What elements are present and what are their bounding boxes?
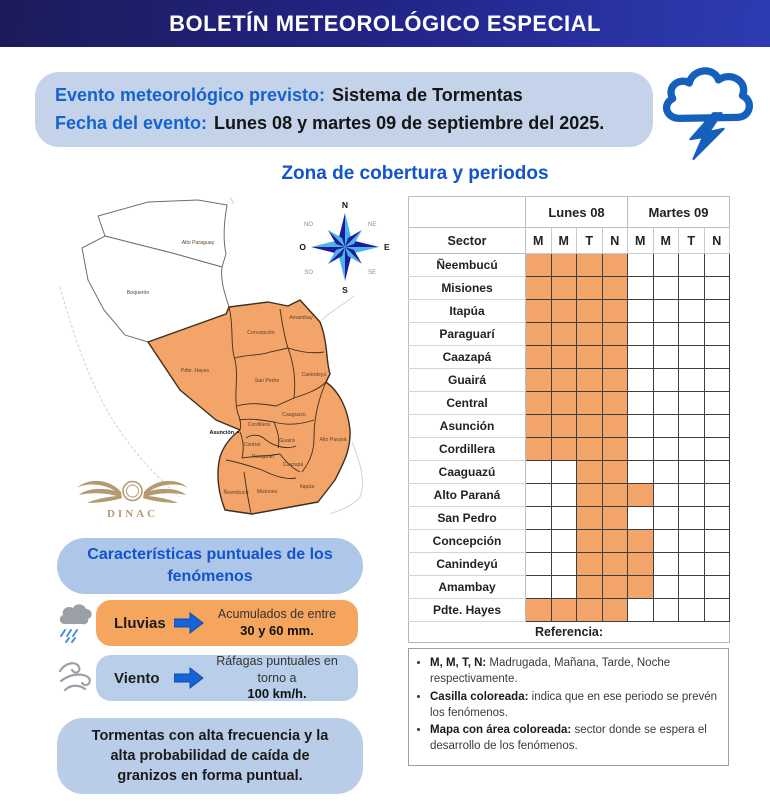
empty-period-cell: [679, 599, 705, 622]
page-title: BOLETÍN METEOROLÓGICO ESPECIAL: [169, 10, 601, 36]
covered-period-cell: [526, 392, 552, 415]
wind-characteristic-row: [56, 655, 358, 701]
sector-name: Amambay: [409, 576, 526, 599]
empty-period-cell: [628, 507, 654, 530]
table-row: [409, 438, 730, 461]
covered-period-cell: [577, 346, 603, 369]
period-header: N: [602, 228, 628, 254]
right-arrow-icon: [174, 667, 204, 689]
table-row: [409, 507, 730, 530]
table-row: [409, 323, 730, 346]
empty-period-cell: [551, 461, 577, 484]
label-neembucu: Ñeembucú: [223, 490, 249, 496]
empty-period-cell: [704, 415, 730, 438]
event-date-label: Fecha del evento:: [55, 113, 208, 133]
sector-name: Itapúa: [409, 300, 526, 323]
compass-o: O: [299, 242, 306, 252]
covered-period-cell: [577, 369, 603, 392]
empty-period-cell: [653, 553, 679, 576]
empty-period-cell: [679, 553, 705, 576]
empty-period-cell: [679, 530, 705, 553]
table-row: [409, 254, 730, 277]
empty-period-cell: [653, 323, 679, 346]
covered-period-cell: [577, 553, 603, 576]
covered-period-cell: [577, 392, 603, 415]
covered-period-cell: [526, 323, 552, 346]
storm-cloud-icon: [650, 56, 764, 160]
dinac-wings-icon: [77, 481, 188, 503]
compass-rose-icon: [299, 200, 390, 295]
table-row: [409, 392, 730, 415]
event-type-line: [55, 85, 653, 106]
empty-period-cell: [653, 392, 679, 415]
label-cordillera: Cordillera: [247, 422, 271, 428]
table-row: [409, 346, 730, 369]
covered-period-cell: [551, 254, 577, 277]
covered-period-cell: [526, 369, 552, 392]
empty-period-cell: [653, 415, 679, 438]
empty-period-cell: [679, 507, 705, 530]
covered-period-cell: [602, 438, 628, 461]
sector-name: Asunción: [409, 415, 526, 438]
label-alto-paraguay: Alto Paraguay: [181, 240, 215, 246]
covered-period-cell: [628, 553, 654, 576]
storm-warning-note: Tormentas con alta frecuencia y la alta probabilidad de caída de granizos en forma puntual.: [57, 718, 363, 794]
empty-period-cell: [653, 599, 679, 622]
empty-period-cell: [653, 461, 679, 484]
empty-period-cell: [628, 277, 654, 300]
covered-period-cell: [577, 461, 603, 484]
empty-period-cell: [679, 323, 705, 346]
covered-period-cell: [628, 530, 654, 553]
label-central: Central: [243, 442, 261, 448]
label-concepcion: Concepción: [247, 330, 275, 336]
empty-period-cell: [628, 392, 654, 415]
sector-header: Sector: [409, 228, 526, 254]
label-boqueron: Boquerón: [126, 290, 150, 296]
empty-period-cell: [704, 254, 730, 277]
event-type-label: Evento meteorológico previsto:: [55, 85, 326, 105]
sector-name: Paraguarí: [409, 323, 526, 346]
label-san-pedro: San Pedro: [254, 378, 280, 384]
sector-name: Central: [409, 392, 526, 415]
compass-n: N: [341, 200, 349, 210]
empty-period-cell: [526, 553, 552, 576]
empty-period-cell: [679, 415, 705, 438]
covered-period-cell: [577, 415, 603, 438]
table-row: [409, 599, 730, 622]
table-row: [409, 484, 730, 507]
wind-label: Viento: [114, 669, 160, 687]
empty-period-cell: [679, 346, 705, 369]
empty-period-cell: [628, 300, 654, 323]
empty-period-cell: [551, 553, 577, 576]
covered-period-cell: [577, 507, 603, 530]
coverage-map: [30, 192, 390, 527]
empty-period-cell: [653, 277, 679, 300]
reference-item: • Casilla coloreada: indica que en ese periodo se prevén los fenómenos.: [430, 690, 720, 722]
empty-period-cell: [704, 576, 730, 599]
table-row: [409, 277, 730, 300]
empty-period-cell: [679, 277, 705, 300]
reference-box: [408, 648, 729, 766]
covered-period-cell: [577, 599, 603, 622]
rain-cloud-icon: [56, 602, 94, 644]
table-row: [409, 530, 730, 553]
covered-period-cell: [628, 576, 654, 599]
period-header: M: [526, 228, 552, 254]
empty-period-cell: [704, 507, 730, 530]
covered-period-cell: [577, 300, 603, 323]
covered-period-cell: [577, 576, 603, 599]
covered-period-cell: [577, 438, 603, 461]
empty-period-cell: [551, 507, 577, 530]
day-header-martes: Martes 09: [628, 197, 730, 228]
sector-name: San Pedro: [409, 507, 526, 530]
empty-period-cell: [679, 392, 705, 415]
sector-name: Caazapá: [409, 346, 526, 369]
empty-period-cell: [679, 484, 705, 507]
table-row: [409, 576, 730, 599]
reference-title: Referencia:: [408, 622, 730, 643]
wind-desc-line1: Ráfagas puntuales en torno a: [216, 654, 338, 685]
covered-period-cell: [551, 369, 577, 392]
compass-so: SO: [304, 270, 313, 276]
empty-period-cell: [628, 369, 654, 392]
covered-period-cell: [602, 254, 628, 277]
empty-period-cell: [653, 530, 679, 553]
dinac-logo-text: DINAC: [106, 508, 159, 520]
empty-period-cell: [653, 369, 679, 392]
empty-period-cell: [653, 438, 679, 461]
covered-period-cell: [602, 576, 628, 599]
wind-description: [204, 653, 358, 702]
covered-period-cell: [628, 484, 654, 507]
empty-period-cell: [551, 484, 577, 507]
event-date-value: Lunes 08 y martes 09 de septiembre del 2025.: [214, 113, 605, 133]
empty-period-cell: [526, 484, 552, 507]
covered-period-cell: [526, 300, 552, 323]
sector-name: Pdte. Hayes: [409, 599, 526, 622]
empty-period-cell: [704, 300, 730, 323]
covered-period-cell: [602, 461, 628, 484]
label-misiones: Misiones: [256, 489, 278, 495]
period-header: M: [551, 228, 577, 254]
covered-period-cell: [577, 484, 603, 507]
header-bar: [0, 0, 770, 47]
covered-period-cell: [577, 530, 603, 553]
wind-icon: [56, 657, 94, 699]
wind-desc-line2: 100 km/h.: [247, 685, 307, 701]
covered-period-cell: [551, 346, 577, 369]
covered-period-cell: [602, 599, 628, 622]
covered-period-cell: [551, 599, 577, 622]
empty-period-cell: [679, 369, 705, 392]
right-arrow-icon: [174, 612, 204, 634]
covered-period-cell: [602, 507, 628, 530]
rain-characteristic-row: [56, 600, 358, 646]
covered-period-cell: [577, 323, 603, 346]
sector-name: Ñeembucú: [409, 254, 526, 277]
event-summary-box: [35, 72, 653, 147]
empty-period-cell: [526, 530, 552, 553]
empty-period-cell: [704, 438, 730, 461]
sector-name: Guairá: [409, 369, 526, 392]
capital-dot: [237, 431, 239, 433]
covered-period-cell: [526, 277, 552, 300]
coverage-table: [408, 196, 730, 622]
covered-period-cell: [602, 300, 628, 323]
covered-period-cell: [602, 415, 628, 438]
covered-period-cell: [526, 438, 552, 461]
label-canindeyu: Canindeyú: [301, 372, 327, 378]
covered-period-cell: [551, 438, 577, 461]
period-header: T: [577, 228, 603, 254]
empty-period-cell: [679, 254, 705, 277]
period-header: M: [628, 228, 654, 254]
reference-item: • Mapa con área coloreada: sector donde se espera el desarrollo de los fenómenos.: [430, 723, 720, 755]
empty-period-cell: [704, 484, 730, 507]
reference-list: [413, 656, 720, 755]
empty-period-cell: [628, 461, 654, 484]
label-amambay: Amambay: [289, 315, 313, 321]
empty-period-cell: [653, 507, 679, 530]
event-date-line: [55, 113, 653, 134]
covered-period-cell: [602, 369, 628, 392]
covered-period-cell: [577, 254, 603, 277]
empty-period-cell: [628, 415, 654, 438]
empty-period-cell: [704, 530, 730, 553]
rain-description: [204, 606, 358, 639]
covered-period-cell: [551, 392, 577, 415]
covered-period-cell: [602, 277, 628, 300]
empty-period-cell: [628, 323, 654, 346]
empty-period-cell: [704, 369, 730, 392]
sector-name: Caaguazú: [409, 461, 526, 484]
compass-se: SE: [368, 270, 377, 276]
empty-period-cell: [679, 300, 705, 323]
empty-period-cell: [679, 438, 705, 461]
empty-period-cell: [526, 576, 552, 599]
rain-desc-line2: 30 y 60 mm.: [240, 622, 314, 638]
empty-period-cell: [653, 576, 679, 599]
characteristics-title: Características puntuales de los fenómenos: [57, 538, 363, 594]
dinac-logo: [77, 481, 188, 520]
label-asuncion: Asunción: [209, 430, 234, 436]
rain-desc-line1: Acumulados de entre: [217, 607, 337, 622]
event-type-value: Sistema de Tormentas: [332, 85, 523, 105]
reference-item: • M, M, T, N: Madrugada, Mañana, Tarde, Noche respectivamente.: [430, 656, 720, 688]
label-caazapa: Caazapá: [282, 462, 304, 468]
label-alto-parana: Alto Paraná: [319, 437, 347, 443]
covered-period-cell: [526, 254, 552, 277]
empty-period-cell: [653, 300, 679, 323]
covered-period-cell: [551, 323, 577, 346]
day-header-lunes: Lunes 08: [526, 197, 628, 228]
covered-period-cell: [602, 530, 628, 553]
empty-period-cell: [679, 461, 705, 484]
period-header: N: [704, 228, 730, 254]
table-corner-cell: [409, 197, 526, 228]
empty-period-cell: [704, 392, 730, 415]
section-title: Zona de cobertura y periodos: [281, 163, 549, 184]
covered-period-cell: [602, 392, 628, 415]
empty-period-cell: [628, 438, 654, 461]
table-row: [409, 415, 730, 438]
empty-period-cell: [653, 484, 679, 507]
empty-period-cell: [526, 507, 552, 530]
wind-pill: [96, 655, 358, 701]
compass-ne: NE: [368, 222, 377, 228]
table-row: [409, 300, 730, 323]
sector-name: Alto Paraná: [409, 484, 526, 507]
empty-period-cell: [628, 599, 654, 622]
covered-period-cell: [526, 599, 552, 622]
empty-period-cell: [526, 461, 552, 484]
empty-period-cell: [704, 461, 730, 484]
covered-period-cell: [577, 277, 603, 300]
sector-name: Canindeyú: [409, 553, 526, 576]
empty-period-cell: [551, 576, 577, 599]
table-row: [409, 369, 730, 392]
compass-e: E: [384, 242, 390, 252]
covered-period-cell: [602, 484, 628, 507]
covered-period-cell: [602, 553, 628, 576]
empty-period-cell: [628, 346, 654, 369]
empty-period-cell: [628, 254, 654, 277]
sector-name: Cordillera: [409, 438, 526, 461]
coverage-panel: [408, 196, 731, 766]
rain-label: Lluvias: [114, 614, 166, 632]
label-guaira: Guairá: [279, 438, 295, 444]
covered-period-cell: [526, 346, 552, 369]
empty-period-cell: [704, 599, 730, 622]
empty-period-cell: [653, 254, 679, 277]
empty-period-cell: [704, 277, 730, 300]
compass-no: NO: [304, 222, 313, 228]
table-row: [409, 461, 730, 484]
period-header: T: [679, 228, 705, 254]
empty-period-cell: [653, 346, 679, 369]
sector-name: Concepción: [409, 530, 526, 553]
label-pdte-hayes: Pdte. Hayes: [180, 368, 210, 374]
label-paraguari: Paraguarí: [251, 454, 275, 460]
empty-period-cell: [704, 553, 730, 576]
sector-name: Misiones: [409, 277, 526, 300]
covered-period-cell: [602, 346, 628, 369]
covered-period-cell: [551, 415, 577, 438]
table-row: [409, 553, 730, 576]
empty-period-cell: [679, 576, 705, 599]
empty-period-cell: [704, 346, 730, 369]
rain-pill: [96, 600, 358, 646]
covered-period-cell: [551, 277, 577, 300]
covered-period-cell: [602, 323, 628, 346]
empty-period-cell: [551, 530, 577, 553]
label-itapua: Itapúa: [299, 484, 315, 490]
covered-period-cell: [551, 300, 577, 323]
covered-period-cell: [526, 415, 552, 438]
compass-s: S: [342, 285, 348, 295]
label-caaguazu: Caaguazú: [282, 412, 306, 418]
period-header: M: [653, 228, 679, 254]
empty-period-cell: [704, 323, 730, 346]
